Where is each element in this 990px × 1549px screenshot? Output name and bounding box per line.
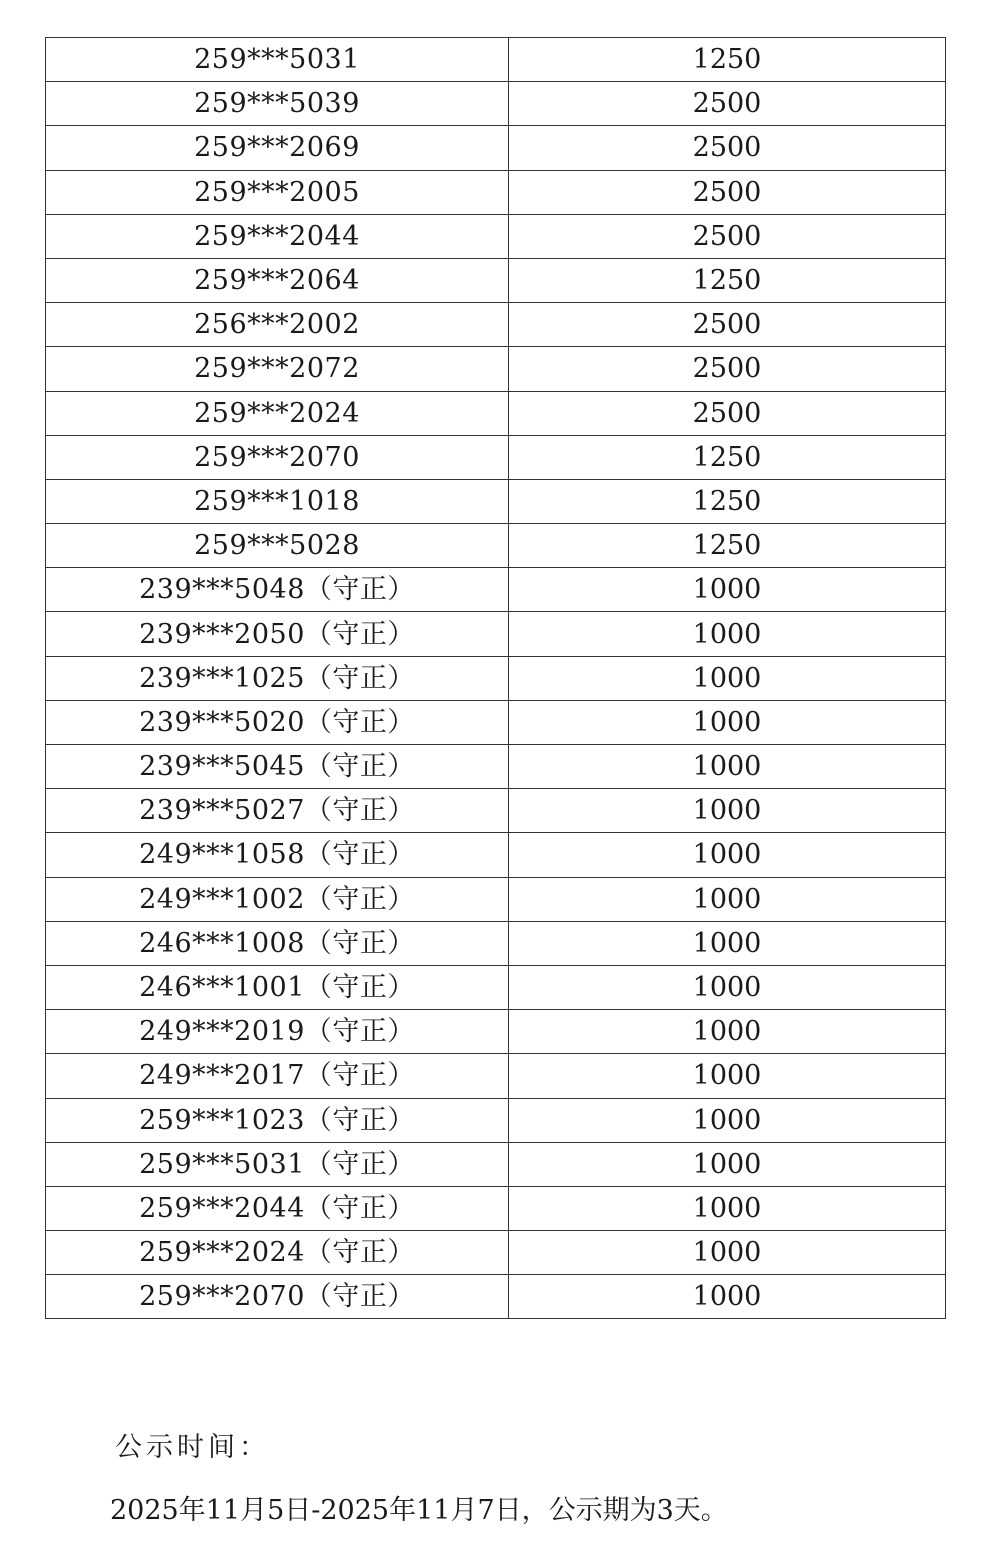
student-id-cell: 259***5028 bbox=[46, 524, 509, 568]
student-id-cell: 259***1018 bbox=[46, 479, 509, 523]
student-id-cell: 249***1002（守正） bbox=[46, 877, 509, 921]
amount-cell: 1000 bbox=[509, 1010, 946, 1054]
student-id-cell: 249***2017（守正） bbox=[46, 1054, 509, 1098]
student-id-cell: 256***2002 bbox=[46, 303, 509, 347]
student-id-cell: 259***2024 bbox=[46, 391, 509, 435]
student-id-cell: 239***2050（守正） bbox=[46, 612, 509, 656]
table-row bbox=[46, 877, 946, 921]
table-row bbox=[46, 921, 946, 965]
student-id-cell: 259***5039 bbox=[46, 82, 509, 126]
amount-cell: 1000 bbox=[509, 700, 946, 744]
award-table-body bbox=[46, 38, 946, 1319]
amount-cell: 1000 bbox=[509, 568, 946, 612]
table-row bbox=[46, 656, 946, 700]
student-id-cell: 259***5031 bbox=[46, 38, 509, 82]
amount-cell: 1250 bbox=[509, 38, 946, 82]
amount-cell: 1000 bbox=[509, 1142, 946, 1186]
student-id-cell: 246***1008（守正） bbox=[46, 921, 509, 965]
table-row bbox=[46, 479, 946, 523]
amount-cell: 1000 bbox=[509, 612, 946, 656]
student-id-cell: 259***2024（守正） bbox=[46, 1231, 509, 1275]
amount-cell: 1000 bbox=[509, 921, 946, 965]
amount-cell: 2500 bbox=[509, 303, 946, 347]
amount-cell: 2500 bbox=[509, 391, 946, 435]
amount-cell: 1000 bbox=[509, 877, 946, 921]
student-id-cell: 259***2070 bbox=[46, 435, 509, 479]
amount-cell: 1000 bbox=[509, 745, 946, 789]
student-id-cell: 259***2072 bbox=[46, 347, 509, 391]
amount-cell: 1000 bbox=[509, 656, 946, 700]
table-row bbox=[46, 700, 946, 744]
amount-cell: 2500 bbox=[509, 214, 946, 258]
amount-cell: 1250 bbox=[509, 258, 946, 302]
table-row bbox=[46, 170, 946, 214]
table-row bbox=[46, 568, 946, 612]
table-row bbox=[46, 1010, 946, 1054]
table-row bbox=[46, 612, 946, 656]
table-row bbox=[46, 1142, 946, 1186]
amount-cell: 1000 bbox=[509, 1054, 946, 1098]
award-table bbox=[45, 37, 946, 1319]
table-row bbox=[46, 214, 946, 258]
student-id-cell: 249***2019（守正） bbox=[46, 1010, 509, 1054]
table-row bbox=[46, 1054, 946, 1098]
student-id-cell: 259***2044 bbox=[46, 214, 509, 258]
table-row bbox=[46, 833, 946, 877]
amount-cell: 1250 bbox=[509, 479, 946, 523]
table-row bbox=[46, 1231, 946, 1275]
student-id-cell: 259***5031（守正） bbox=[46, 1142, 509, 1186]
amount-cell: 1000 bbox=[509, 1098, 946, 1142]
student-id-cell: 239***5045（守正） bbox=[46, 745, 509, 789]
amount-cell: 1000 bbox=[509, 789, 946, 833]
student-id-cell: 249***1058（守正） bbox=[46, 833, 509, 877]
amount-cell: 1250 bbox=[509, 524, 946, 568]
table-row bbox=[46, 38, 946, 82]
table-row bbox=[46, 1098, 946, 1142]
notice-text: 2025年11月5日-2025年11月7日，公示期为3天。 bbox=[110, 1495, 728, 1526]
student-id-cell: 239***5020（守正） bbox=[46, 700, 509, 744]
table-row bbox=[46, 745, 946, 789]
amount-cell: 2500 bbox=[509, 347, 946, 391]
table-row bbox=[46, 965, 946, 1009]
table-row bbox=[46, 1275, 946, 1319]
notice-label: 公示时间： bbox=[115, 1432, 270, 1463]
table-row bbox=[46, 524, 946, 568]
table-row bbox=[46, 435, 946, 479]
student-id-cell: 246***1001（守正） bbox=[46, 965, 509, 1009]
amount-cell: 1250 bbox=[509, 435, 946, 479]
amount-cell: 2500 bbox=[509, 170, 946, 214]
table-row bbox=[46, 1186, 946, 1230]
amount-cell: 1000 bbox=[509, 1186, 946, 1230]
amount-cell: 1000 bbox=[509, 1231, 946, 1275]
table-row bbox=[46, 391, 946, 435]
amount-cell: 2500 bbox=[509, 82, 946, 126]
award-table-container bbox=[45, 37, 945, 1319]
table-row bbox=[46, 347, 946, 391]
student-id-cell: 259***2064 bbox=[46, 258, 509, 302]
student-id-cell: 239***1025（守正） bbox=[46, 656, 509, 700]
student-id-cell: 239***5027（守正） bbox=[46, 789, 509, 833]
table-row bbox=[46, 258, 946, 302]
amount-cell: 1000 bbox=[509, 1275, 946, 1319]
student-id-cell: 259***2005 bbox=[46, 170, 509, 214]
student-id-cell: 259***2069 bbox=[46, 126, 509, 170]
student-id-cell: 259***2070（守正） bbox=[46, 1275, 509, 1319]
table-row bbox=[46, 303, 946, 347]
table-row bbox=[46, 126, 946, 170]
student-id-cell: 259***1023（守正） bbox=[46, 1098, 509, 1142]
table-row bbox=[46, 82, 946, 126]
amount-cell: 1000 bbox=[509, 965, 946, 1009]
amount-cell: 1000 bbox=[509, 833, 946, 877]
table-row bbox=[46, 789, 946, 833]
student-id-cell: 239***5048（守正） bbox=[46, 568, 509, 612]
student-id-cell: 259***2044（守正） bbox=[46, 1186, 509, 1230]
amount-cell: 2500 bbox=[509, 126, 946, 170]
